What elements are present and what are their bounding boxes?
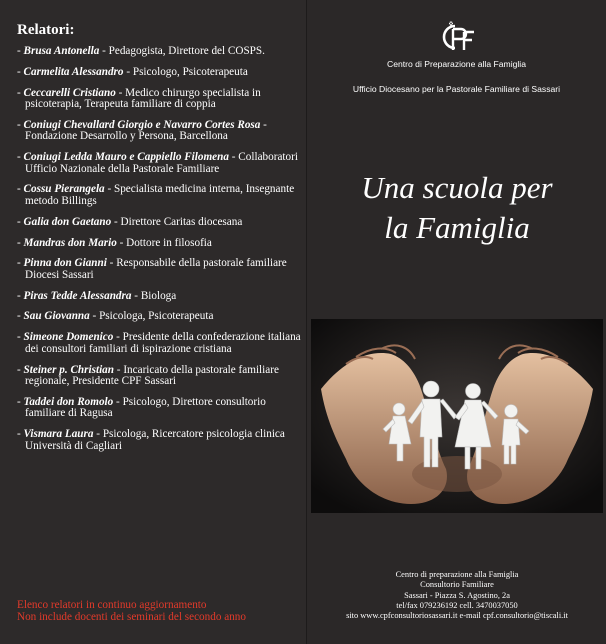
speaker-role: Dottore in filosofia (126, 236, 212, 249)
speaker-name: Carmelita Alessandro (23, 65, 124, 78)
speaker-item: - Ceccarelli Cristiano - Medico chirurgo specialista in psicoterapia, Terapeuta familiare di coppia (17, 86, 261, 111)
speaker-role: Responsabile della pastorale familiare Diocesi Sassari (25, 257, 287, 281)
list-note-line-2: Non include docenti dei seminari del secondo anno (17, 611, 246, 623)
speaker-item: - Carmelita Alessandro - Psicologo, Psicoterapeuta (17, 65, 248, 78)
contact-info (322, 570, 592, 621)
contact-line-2: Consultorio Familiare (420, 580, 494, 590)
speaker-item: - Mandras don Mario - Dottore in filosofia (17, 236, 212, 249)
speaker-role: Pedagogista, Direttore del COSPS. (108, 45, 265, 57)
list-note-line-1: Elenco relatori in continuo aggiornamento (17, 599, 207, 611)
speaker-role: Psicologo, Psicoterapeuta (132, 65, 248, 78)
speaker-item: - Steiner p. Christian - Incaricato della pastorale familiare regionale, Presidente CPF Sassari (17, 363, 279, 388)
speaker-name: Simeone Domenico (23, 331, 114, 344)
contact-line-3: Sassari - Piazza S. Agostino, 2a (404, 590, 510, 600)
speaker-name: Sau Giovanna (23, 310, 90, 323)
speaker-role: Presidente della confederazione italiana dei consultori familiari di ispirazione cristiana (25, 331, 301, 355)
speaker-item: - Taddei don Romolo - Psicologo, Direttore consultorio familiare di Ragusa (17, 395, 266, 420)
speaker-name: Galia don Gaetano (23, 215, 112, 228)
speaker-item: - Cossu Pierangela - Specialista medicina interna, Insegnante metodo Billings (17, 183, 295, 207)
speaker-role: Direttore Caritas diocesana (120, 215, 243, 228)
hands-holding-paper-family-icon (311, 319, 603, 513)
speaker-name: Coniugi Chevallard Giorgio e Navarro Cortes Rosa (23, 118, 261, 131)
center-name: Centro di Preparazione alla Famiglia (386, 59, 526, 69)
speaker-role: Biologa (140, 289, 177, 302)
speaker-role: Medico chirurgo specialista in psicoterapia, Terapeuta familiare di coppia (25, 86, 261, 111)
speakers-list (17, 46, 301, 461)
speaker-item: - Coniugi Chevallard Giorgio e Navarro Cortes Rosa - Fondazione Desarrollo y Persona, Barcellona (17, 118, 267, 143)
contact-line-1: Centro di preparazione alla Famiglia (395, 570, 519, 579)
speaker-name: Piras Tedde Alessandra (23, 289, 132, 302)
speaker-name: Ceccarelli Cristiano (23, 86, 116, 99)
speaker-name: Cossu Pierangela (23, 183, 105, 196)
speaker-name: Pinna don Gianni (23, 257, 107, 270)
main-title-line-2: la Famiglia (384, 210, 530, 245)
speaker-item: - Vismara Laura - Psicologa, Ricercatore psicologia clinica Università di Cagliari (17, 428, 285, 452)
speaker-role: Psicologa, Psicoterapeuta (99, 310, 214, 323)
speaker-name: Steiner p. Christian (23, 363, 114, 376)
speaker-item: - Brusa Antonella - Pedagogista, Direttore del COSPS. (17, 45, 265, 57)
speaker-role: Collaboratori Ufficio Nazionale della Pastorale Familiare (25, 151, 298, 175)
speaker-item: - Sau Giovanna - Psicologa, Psicoterapeuta (17, 310, 214, 323)
contact-line-5: sito www.cpfconsultoriosassari.it e-mail cpf.consultorio@tiscali.it (346, 611, 568, 621)
speaker-name: Coniugi Ledda Mauro e Cappiello Filomena (23, 151, 229, 164)
speaker-name: Brusa Antonella (23, 45, 100, 57)
speaker-role: Incaricato della pastorale familiare regionale, Presidente CPF Sassari (25, 363, 279, 388)
speaker-role: Specialista medicina interna, Insegnante metodo Billings (25, 183, 295, 207)
speaker-item: - Pinna don Gianni - Responsabile della pastorale familiare Diocesi Sassari (17, 257, 287, 281)
speaker-name: Vismara Laura (23, 428, 94, 441)
speaker-name: Mandras don Mario (23, 236, 117, 249)
speaker-role: Psicologa, Ricercatore psicologia clinica Università di Cagliari (25, 428, 285, 452)
speaker-role: Fondazione Desarrollo y Persona, Barcellona (25, 130, 228, 143)
contact-line-4: tel/fax 079236192 cell. 3470037050 (396, 600, 518, 610)
main-title-line-1: Una scuola per (361, 170, 553, 205)
speaker-item: - Simeone Domenico - Presidente della confederazione italiana dei consultori familiari di ispirazione cristiana (17, 331, 301, 355)
office-name: Ufficio Diocesano per la Pastorale Familiare di Sassari (352, 84, 561, 94)
speaker-item: - Piras Tedde Alessandra - Biologa (17, 289, 177, 302)
main-title (322, 168, 592, 248)
cpf-logo-icon (437, 20, 481, 54)
list-note (17, 599, 302, 623)
speaker-name: Taddei don Romolo (23, 395, 114, 408)
speakers-heading: Relatori: (17, 22, 75, 38)
speaker-item: - Galia don Gaetano - Direttore Caritas diocesana (17, 215, 243, 228)
speaker-role: Psicologo, Direttore consultorio familiare di Ragusa (25, 395, 266, 420)
speaker-item: - Coniugi Ledda Mauro e Cappiello Filomena - Collaboratori Ufficio Nazionale della Pastorale Familiare (17, 151, 298, 175)
